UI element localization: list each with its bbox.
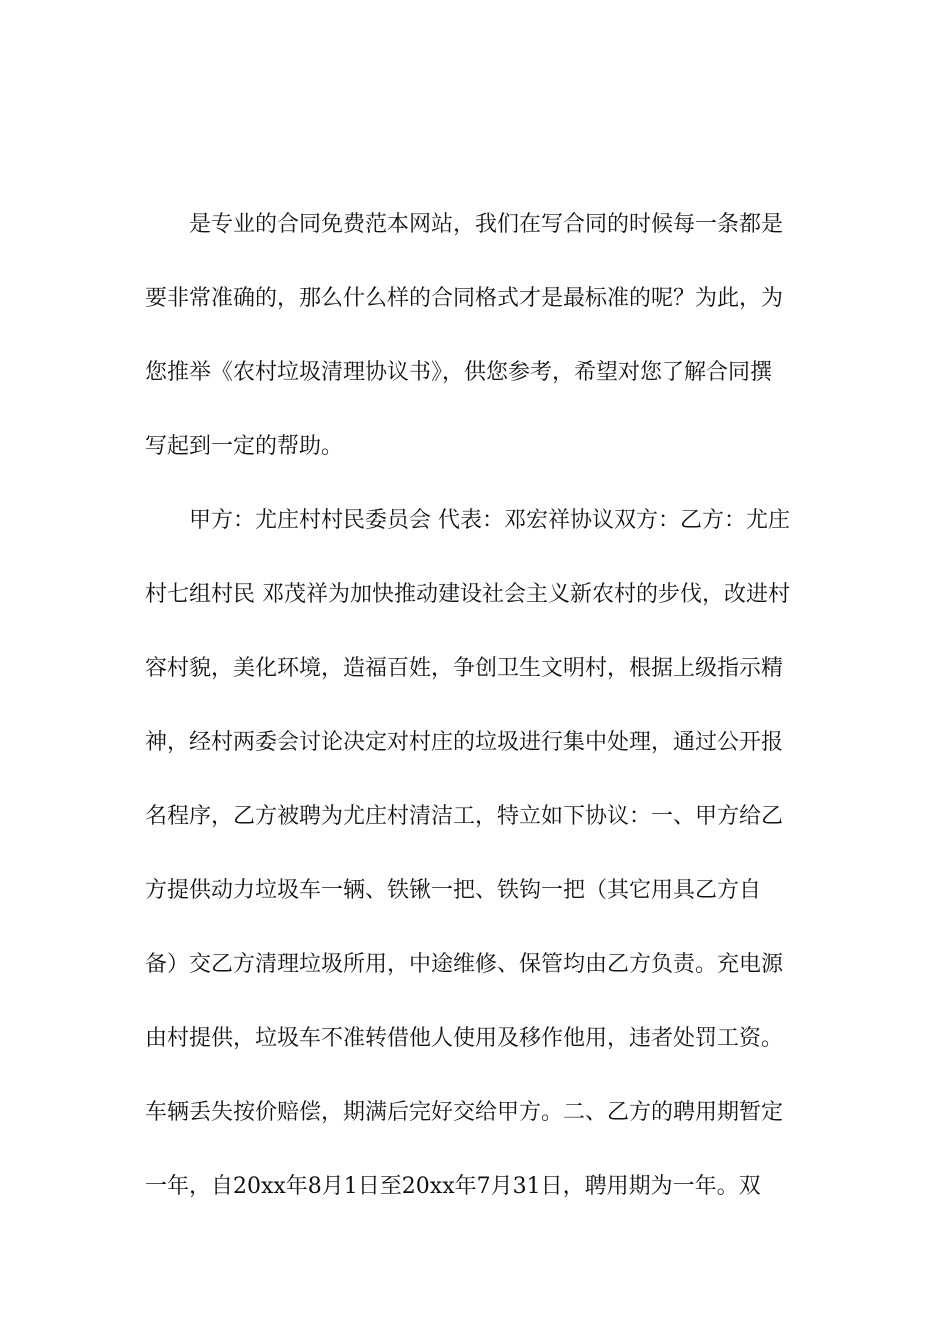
paragraph-line: 一年，自20xx年8月1日至20xx年7月31日，聘用期为一年。双 (145, 1174, 761, 1199)
paragraph-line: 神，经村两委会讨论决定对村庄的垃圾进行集中处理，通过公开报 (145, 730, 784, 755)
paragraph-line: 名程序，乙方被聘为尤庄村清洁工，特立如下协议：一、甲方给乙 (145, 804, 784, 829)
paragraph-line: 方提供动力垃圾车一辆、铁锹一把、铁钩一把（其它用具乙方自 (145, 878, 762, 903)
paragraph-line: 由村提供，垃圾车不准转借他人使用及移作他用，违者处罚工资。 (145, 1026, 784, 1051)
paragraph-line: 村七组村民 邓茂祥为加快推动建设社会主义新农村的步伐，改进村 (145, 582, 790, 607)
paragraph-line: 您推举《农村垃圾清理协议书》，供您参考，希望对您了解合同撰 (145, 360, 773, 385)
intro-paragraph (145, 188, 805, 484)
paragraph-line: 车辆丢失按价赔偿，期满后完好交给甲方。二、乙方的聘用期暂定 (145, 1100, 784, 1125)
paragraph-line: 是专业的合同免费范本网站，我们在写合同的时候每一条都是 (189, 212, 784, 237)
paragraph-line: 容村貌，美化环境，造福百姓，争创卫生文明村，根据上级指示精 (145, 656, 784, 681)
paragraph-line: 备）交乙方清理垃圾所用，中途维修、保管均由乙方负责。充电源 (145, 952, 784, 977)
paragraph-line: 甲方：尤庄村村民委员会 代表：邓宏祥协议双方：乙方：尤庄 (189, 508, 790, 533)
paragraph-line: 写起到一定的帮助。 (145, 434, 344, 459)
agreement-paragraph (145, 484, 805, 1224)
paragraph-line: 要非常准确的，那么什么样的合同格式才是最标准的呢？为此，为 (145, 286, 784, 311)
